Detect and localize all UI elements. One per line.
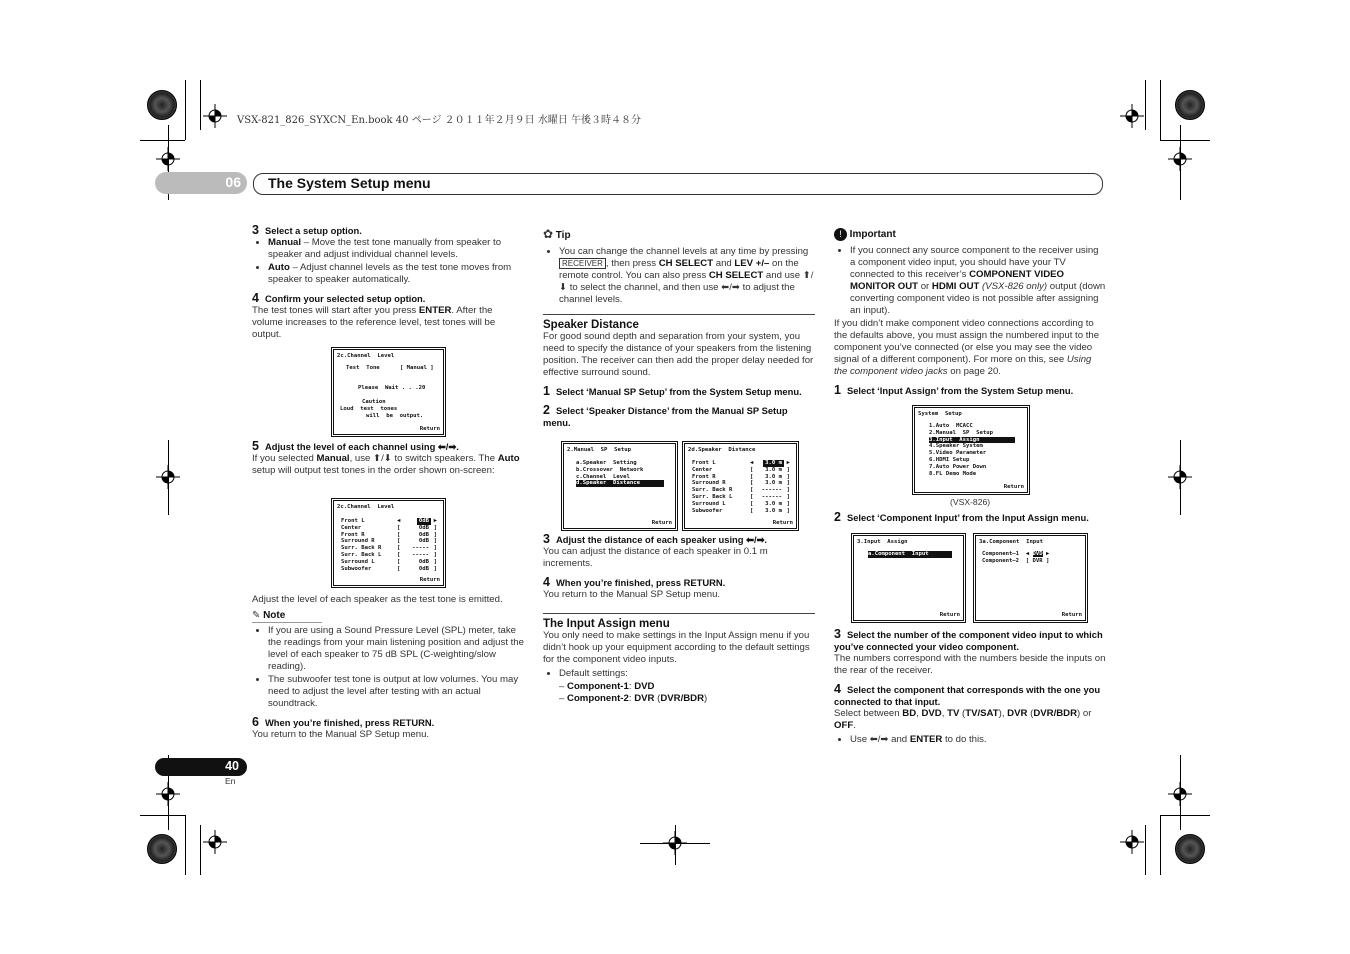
- osd-row: Surround L [ 0dB ]: [341, 558, 437, 565]
- osd-screen-manual-sp-setup: 2.Manual SP Setup a.Speaker Setting b.Crossover Network c.Channel Level d.Speaker Distance Return: [561, 441, 678, 531]
- ia-text: You only need to make settings in the Input Assign menu if you didn’t hook up your equipment according to the default settings for the component video inputs.: [543, 630, 810, 665]
- crosshair-icon: [1168, 147, 1192, 171]
- registration-globe-icon: [1175, 834, 1205, 864]
- section-speaker-distance: Speaker Distance: [543, 314, 815, 331]
- osd-row-value: ------: [761, 487, 782, 494]
- registration-globe-icon: [147, 90, 177, 120]
- note-item: • The subwoofer test tone is output at low volumes. You may need to adjust the level after testing with an actual soundtrack.: [268, 674, 524, 710]
- middle-column: [543, 228, 815, 429]
- crosshair-icon: [203, 830, 227, 854]
- crosshair-icon: [663, 831, 687, 855]
- osd-row: Surround R [ 3.0 m ]: [692, 480, 790, 487]
- osd-menu-item: 6.HDMI Setup: [929, 456, 970, 463]
- osd-row: Surround R [ 0dB ]: [341, 538, 437, 545]
- osd-row-value: 3.0 m: [765, 460, 782, 466]
- step-4: 4 Select the component that corresponds with the one you connected to that input.: [834, 682, 1101, 707]
- osd-menu-item: 7.Auto Power Down: [929, 463, 987, 470]
- osd-row-value: -----: [412, 551, 429, 558]
- osd-row: Surr. Back L [ ------ ]: [692, 493, 790, 500]
- osd-row-value: ------: [761, 493, 782, 500]
- adjust-text: Adjust the level of each speaker as the test tone is emitted.: [252, 594, 503, 605]
- osd-row-label: Surround L: [341, 558, 375, 565]
- pencil-icon: ✎: [252, 610, 261, 621]
- step-3: 3 Select a setup option.: [252, 223, 362, 237]
- osd-row-label: Front L: [341, 518, 365, 524]
- important-icon: !: [834, 228, 847, 241]
- step4-options: Select between BD, DVD, TV (TV/SAT), DVR (DVR/BDR) or OFF.: [834, 708, 1092, 731]
- osd-menu-item: 3.Input Assign: [929, 437, 1015, 444]
- osd-row-value: 3.0 m: [765, 466, 782, 473]
- bullet-use-enter: • Use ⬅/➡ and ENTER to do this.: [850, 734, 1106, 746]
- crosshair-icon: [1168, 782, 1192, 806]
- step-3: 3 Adjust the distance of each speaker using ⬅/➡.: [543, 532, 768, 546]
- option-auto: • Auto – Adjust channel levels as the test tone moves from speaker to speaker automatically.: [268, 262, 524, 286]
- right-column-lower: [834, 628, 1106, 747]
- default-comp1: – Component-1: DVD: [559, 681, 655, 692]
- osd-menu-item: 5.Video Parameter: [929, 450, 987, 457]
- receiver-key-icon: RECEIVER: [559, 258, 606, 269]
- crosshair-icon: [1120, 104, 1144, 128]
- osd-row-value: 0dB: [418, 538, 429, 545]
- step-1: 1 Select ‘Input Assign’ from the System Setup menu.: [834, 383, 1074, 397]
- note-item: • If you are using a Sound Pressure Level (SPL) meter, take the readings from your main listening position and adjust the level of each speaker to 75 dB SPL (C-weighting/slow reading).: [268, 625, 524, 673]
- print-header: VSX-821_826_SYXCN_En.book 40 ページ ２０１１年２月９日 水曜日 午後３時４８分: [237, 115, 642, 126]
- language-code: En: [225, 776, 236, 786]
- osd-row-value: 3.0 m: [765, 507, 782, 514]
- crosshair-icon: [156, 147, 180, 171]
- screen-caption: (VSX-826): [950, 497, 991, 507]
- crosshair-icon: [156, 782, 180, 806]
- osd-menu-item: b.Crossover Network: [576, 466, 644, 473]
- osd-screen-channel-level-list: 2c.Channel Level Front L ◀ 0dB ▶ Center [ 0dB ] Front R [ 0dB ] Surround R [ 0dB ] Surr. Back R [ ----- ] Surr. Back L [ ----- ] Surround L [ 0dB ] Subwoofer [ 0dB ] Return: [331, 498, 446, 588]
- step3-text: You can adjust the distance of each speaker in 0.1 m increments.: [543, 546, 768, 569]
- osd-row: Center [ 3.0 m ]: [692, 466, 790, 473]
- osd-row: Front R [ 3.0 m ]: [692, 473, 790, 480]
- step-6: 6 When you’re finished, press RETURN.: [252, 715, 435, 729]
- step3-text: The numbers correspond with the numbers beside the inputs on the rear of the receiver.: [834, 653, 1106, 676]
- crosshair-icon: [156, 465, 180, 489]
- crosshair-icon: [203, 104, 227, 128]
- option-manual: • Manual – Move the test tone manually from speaker to speaker and adjust individual channel levels.: [268, 237, 524, 261]
- osd-row-value: 0dB: [418, 565, 429, 572]
- lightbulb-icon: ✿: [543, 227, 554, 241]
- osd-screen-input-assign: 3.Input Assign a.Component Input Return: [851, 533, 966, 623]
- osd-row-label: Surr. Back R: [341, 545, 382, 552]
- middle-column-lower: [543, 533, 815, 705]
- right-column-step2: [834, 511, 1106, 524]
- left-column-step5: [252, 440, 524, 477]
- osd-row-value: 0dB: [418, 524, 429, 531]
- osd-row-label: Front R: [341, 531, 365, 538]
- step6-text: You return to the Manual SP Setup menu.: [252, 729, 430, 740]
- step-4: 4 When you’re finished, press RETURN.: [543, 575, 726, 589]
- osd-menu-item: a.Speaker Setting: [576, 460, 637, 466]
- osd-row-label: Surr. Back L: [341, 551, 382, 558]
- osd-menu-item: 4.Speaker System: [929, 443, 983, 450]
- osd-row: Surr. Back L [ ----- ]: [341, 551, 437, 558]
- osd-menu-item: 1.Auto MCACC: [929, 423, 973, 429]
- osd-row: Center [ 0dB ]: [341, 524, 437, 531]
- registration-globe-icon: [147, 834, 177, 864]
- tip-item: • You can change the channel levels at any time by pressing RECEIVER , then press CH SELECT and LEV +/– on the remote control. You can also press CH SELECT and use ⬆/⬇ to select the channel, and then use ⬅/➡ to adjust the channel levels.: [559, 246, 815, 306]
- osd-menu-item: d.Speaker Distance: [576, 480, 664, 487]
- sd-text: For good sound depth and separation from your system, you need to specify the distance of your speakers from the listening position. The receiver can then add the proper delay needed for effective surround sound.: [543, 331, 814, 378]
- component-para: If you didn’t make component video connections according to the defaults above, you must assign the numbered input to the component you’ve connected (or else you may see the video signal of a different component). For more on this, see Using the component video jacks on page 20.: [834, 318, 1100, 377]
- left-column-notes: [252, 594, 524, 741]
- osd-row: Front L ◀ 3.0 m ▶: [692, 460, 790, 466]
- osd-row-label: Subwoofer: [341, 565, 372, 572]
- tip-header: ✿ Tip: [543, 227, 571, 241]
- osd-row-value: 0dB: [418, 558, 429, 565]
- step4-text: The test tones will start after you press ENTER. After the volume increases to the reference level, test tones will be output.: [252, 305, 496, 340]
- osd-row-label: Surr. Back R: [692, 487, 733, 494]
- crosshair-icon: [1120, 830, 1144, 854]
- osd-row-label: Center: [692, 466, 713, 473]
- osd-screen-channel-level-test: 2c.Channel Level Test Tone [ Manual ] Please Wait . . .20 Caution Loud test tones will be output. Return: [331, 347, 446, 437]
- osd-row-value: 3.0 m: [765, 500, 782, 507]
- osd-row: Surr. Back R [ ------ ]: [692, 487, 790, 494]
- step5-text: If you selected Manual, use ⬆/⬇ to switch speakers. The Auto setup will output test tones in the order shown on-screen:: [252, 453, 520, 476]
- osd-row: Front L ◀ 0dB ▶: [341, 518, 437, 524]
- important-header: ! Important: [834, 228, 1106, 241]
- crosshair-icon: [1168, 465, 1192, 489]
- step-3: 3 Select the number of the component video input to which you’ve connected your video component.: [834, 627, 1103, 652]
- chapter-title-bar: [253, 173, 1103, 195]
- osd-row-value: 0dB: [418, 518, 429, 524]
- chapter-title: The System Setup menu: [268, 175, 431, 191]
- osd-row: Surr. Back R [ ----- ]: [341, 545, 437, 552]
- osd-row: Subwoofer [ 0dB ]: [341, 565, 437, 572]
- osd-screen-speaker-distance: 2d.Speaker Distance Front L ◀ 3.0 m ▶ Center [ 3.0 m ] Front R [ 3.0 m ] Surround R [ 3.0 m ] Surr. Back R [ ------ ] Surr. Back L [ ------ ] Surround L [ 3.0 m ] Subwoofer [ 3.0 m ] Return: [682, 441, 799, 531]
- step-4: 4 Confirm your selected setup option.: [252, 291, 426, 305]
- step-1: 1 Select ‘Manual SP Setup’ from the System Setup menu.: [543, 384, 802, 398]
- osd-row-value: 3.0 m: [765, 480, 782, 487]
- osd-row-label: Front L: [692, 460, 716, 466]
- osd-row: Front R [ 0dB ]: [341, 531, 437, 538]
- step-2: 2 Select ‘Component Input’ from the Input Assign menu.: [834, 510, 1089, 524]
- default-settings: • Default settings:: [559, 668, 815, 680]
- osd-menu-item: 2.Manual SP Setup: [929, 429, 993, 436]
- step4-text: You return to the Manual SP Setup menu.: [543, 589, 721, 600]
- default-comp2: – Component-2: DVR (DVR/BDR): [559, 693, 708, 704]
- osd-row-value: 3.0 m: [765, 473, 782, 480]
- osd-screen-system-setup: System Setup 1.Auto MCACC 2.Manual SP Setup 3.Input Assign 4.Speaker System 5.Video Parameter 6.HDMI Setup 7.Auto Power Down 8.FL Demo Mode Return: [912, 405, 1030, 495]
- registration-globe-icon: [1175, 90, 1205, 120]
- osd-row-label: Surr. Back L: [692, 493, 733, 500]
- osd-menu-item: c.Channel Level: [576, 473, 630, 480]
- osd-row-label: Subwoofer: [692, 507, 723, 514]
- osd-row-value: -----: [412, 545, 429, 552]
- osd-menu-item: 8.FL Demo Mode: [929, 470, 977, 477]
- chapter-number-badge: 06: [155, 172, 247, 194]
- right-column: [834, 228, 1106, 397]
- osd-row-label: Surround R: [341, 538, 375, 545]
- osd-row-value: 0dB: [418, 531, 429, 538]
- osd-row-label: Front R: [692, 473, 716, 480]
- osd-row-label: Surround R: [692, 480, 726, 487]
- osd-row: Surround L [ 3.0 m ]: [692, 500, 790, 507]
- left-column: [252, 218, 524, 341]
- step-5: 5 Adjust the level of each channel using ⬅/➡.: [252, 439, 459, 453]
- important-item: • If you connect any source component to the receiver using a component video input, you should have your TV connected to this receiver’s COMPONENT VIDEO MONITOR OUT or HDMI OUT (VSX-826 only) output (down converting component video is not possible after assigning an input).: [850, 245, 1106, 317]
- step-2: 2 Select ‘Speaker Distance’ from the Manual SP Setup menu.: [543, 403, 788, 428]
- section-input-assign: The Input Assign menu: [543, 613, 815, 630]
- osd-row-label: Surround L: [692, 500, 726, 507]
- page-number-badge: 40: [155, 758, 247, 776]
- note-header: ✎ Note: [252, 610, 322, 623]
- osd-row: Subwoofer [ 3.0 m ]: [692, 507, 790, 514]
- osd-screen-component-input: 3a.Component Input Component–1 ◀ DVD ▶ Component–2 [ DVR ] Return: [973, 533, 1088, 623]
- osd-row-label: Center: [341, 524, 362, 531]
